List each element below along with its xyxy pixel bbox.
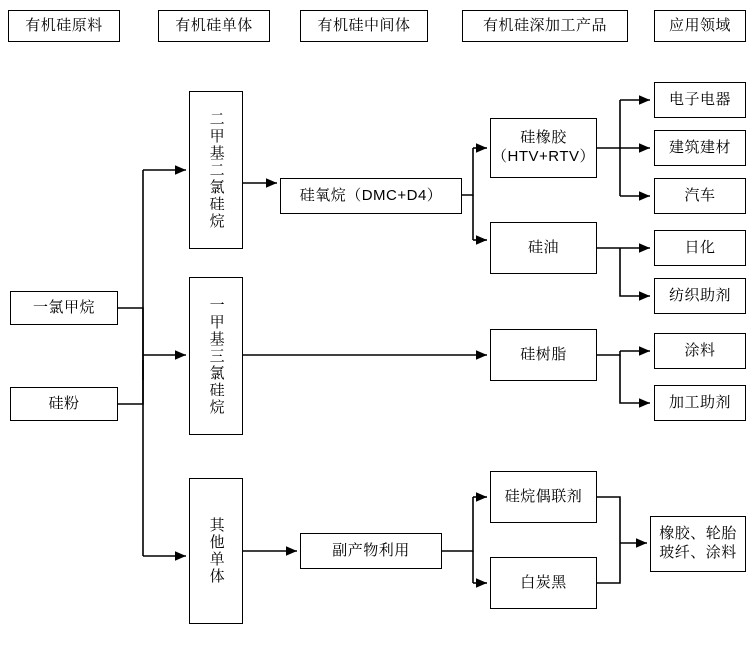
- node-construction-label: 建筑建材: [668, 138, 731, 156]
- node-coating-label: 涂料: [684, 341, 716, 359]
- node-silicone-rubber: [490, 118, 597, 178]
- node-monomethyl-label: 一甲基三氯硅烷: [207, 296, 225, 416]
- header-raw: [8, 10, 120, 42]
- node-silicon-powder: [10, 387, 118, 421]
- header-application: [654, 10, 746, 42]
- header-intermediate-label: 有机硅中间体: [317, 16, 411, 34]
- node-dimethyl: [189, 91, 243, 249]
- node-daily-chemical: [654, 230, 746, 266]
- node-carbon-black: [490, 557, 597, 609]
- node-automobile-label: 汽车: [684, 186, 716, 204]
- node-silicone-resin-label: 硅树脂: [520, 345, 567, 363]
- node-electronics-label: 电子电器: [668, 90, 731, 108]
- header-deep: [462, 10, 628, 42]
- node-processing-aux-label: 加工助剂: [668, 393, 731, 411]
- node-daily-chemical-label: 日化: [684, 238, 716, 256]
- node-silicone-oil-label: 硅油: [527, 238, 559, 256]
- node-silicon-powder-label: 硅粉: [48, 394, 80, 412]
- node-siloxane-label: 硅氧烷（DMC+D4）: [299, 186, 443, 204]
- node-byproduct-label: 副产物利用: [332, 541, 410, 559]
- header-deep-label: 有机硅深加工产品: [482, 16, 607, 34]
- node-monomethyl: [189, 277, 243, 435]
- node-construction: [654, 130, 746, 166]
- node-other-monomer-label: 其他单体: [207, 517, 225, 585]
- node-rubber-tire: [650, 516, 746, 572]
- header-monomer: [158, 10, 270, 42]
- node-electronics: [654, 82, 746, 118]
- node-coating: [654, 333, 746, 369]
- node-processing-aux: [654, 385, 746, 421]
- header-raw-label: 有机硅原料: [25, 16, 103, 34]
- node-siloxane: [280, 178, 462, 214]
- node-silane-coupling-label: 硅烷偶联剂: [504, 487, 583, 505]
- node-silicone-resin: [490, 329, 597, 381]
- header-application-label: 应用领域: [668, 16, 731, 34]
- node-chloromethane: [10, 291, 118, 325]
- header-intermediate: [300, 10, 428, 42]
- node-other-monomer: [189, 478, 243, 624]
- node-byproduct: [300, 533, 442, 569]
- header-monomer-label: 有机硅单体: [175, 16, 253, 34]
- node-silane-coupling: [490, 471, 597, 523]
- node-rubber-tire-label: 橡胶、轮胎玻纤、涂料: [659, 525, 737, 561]
- node-carbon-black-label: 白炭黑: [520, 573, 567, 591]
- node-textile-aux-label: 纺织助剂: [668, 286, 731, 304]
- node-textile-aux: [654, 278, 746, 314]
- node-silicone-rubber-label: 硅橡胶（HTV+RTV）: [492, 129, 596, 165]
- node-silicone-oil: [490, 222, 597, 274]
- node-chloromethane-label: 一氯甲烷: [32, 298, 95, 316]
- node-dimethyl-label: 二甲基二氯硅烷: [207, 110, 225, 230]
- node-automobile: [654, 178, 746, 214]
